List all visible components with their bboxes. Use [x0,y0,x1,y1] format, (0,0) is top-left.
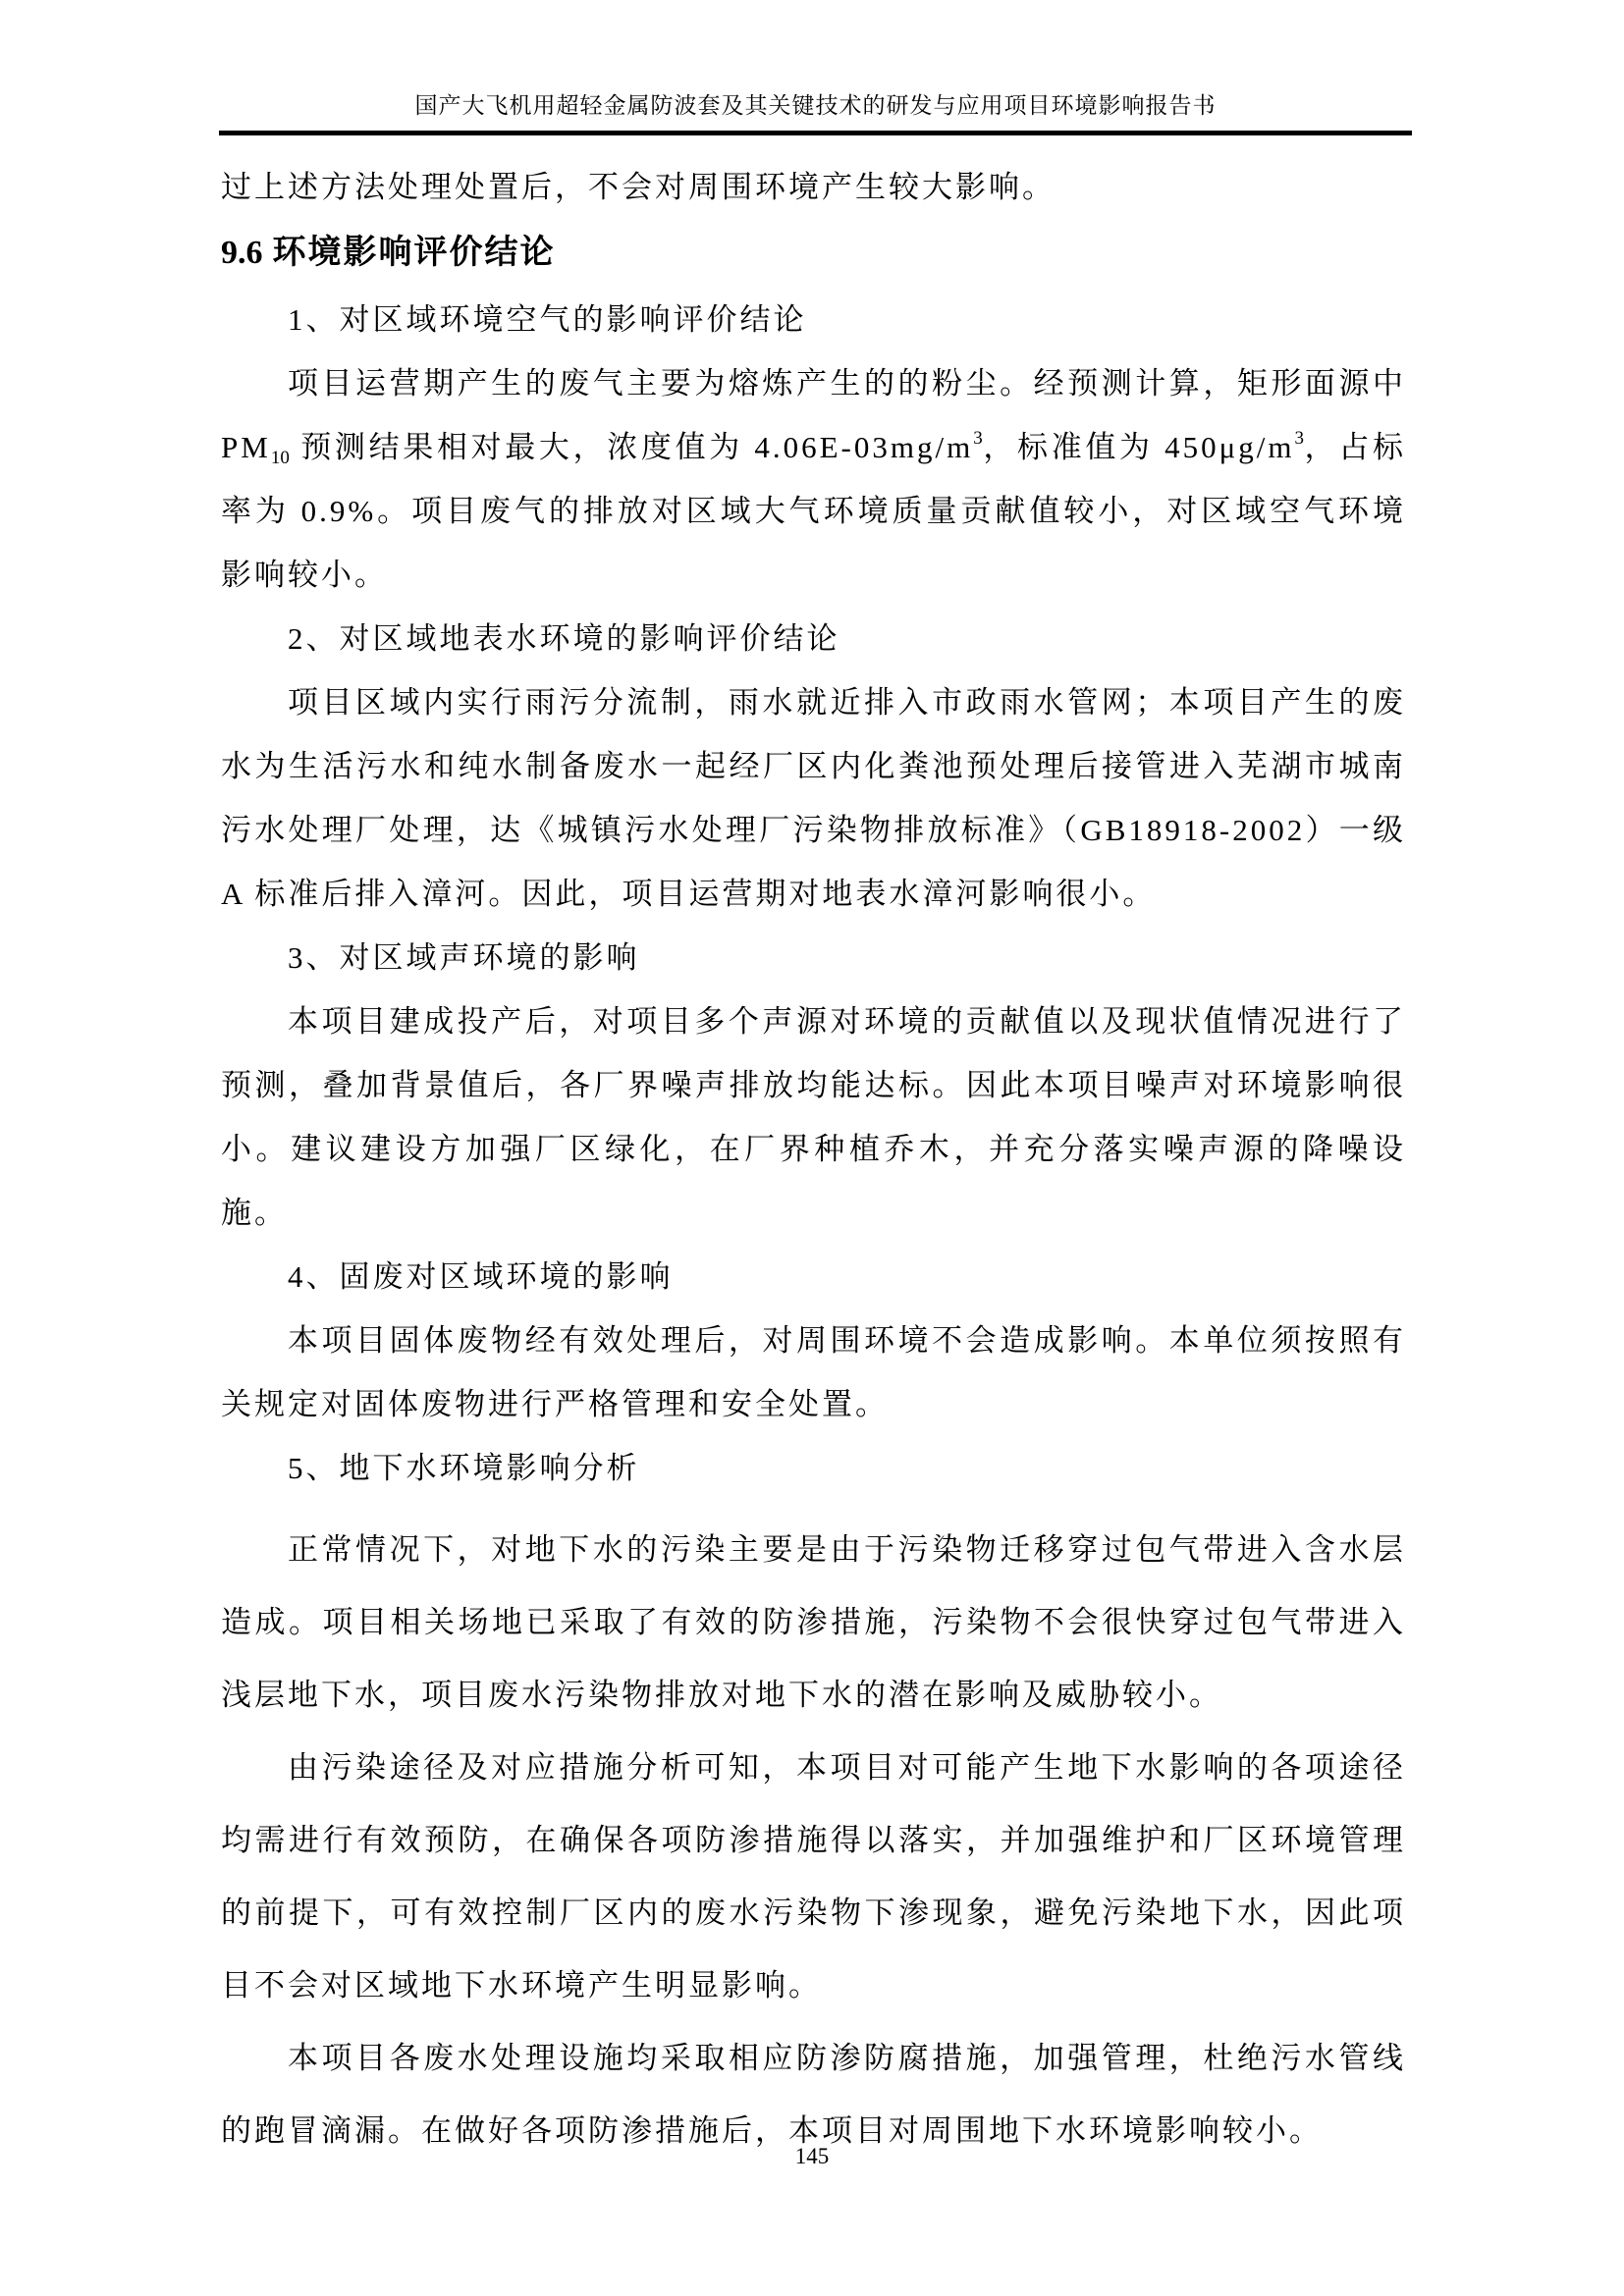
groundwater-paragraph-1: 正常情况下，对地下水的污染主要是由于污染物迁移穿过包气带进入含水层造成。项目相关场地已采取了有效的防渗措施，污染物不会很快穿过包气带进入浅层地下水，项目废水污染物排放对地下水的潜在影响及威胁较小。 [221,1532,1406,1712]
air-impact-text-2: 预测结果相对最大，浓度值为 4.06E-03mg/m [289,430,974,464]
conclusion-item-5-heading: 5、地下水环境影响分析 [288,1451,640,1485]
conclusion-item-2-heading: 2、对区域地表水环境的影响评价结论 [288,621,840,656]
air-impact-text-1: 项目运营期产生的废气主要为熔炼产生的的粉尘。经预测计算，矩形面源中PM [221,366,1406,464]
page-number: 145 [794,2144,830,2168]
conclusion-item-4-heading: 4、固废对区域环境的影响 [288,1259,674,1294]
pm10-subscript: 10 [270,448,290,468]
ug-per-m3-superscript: 3 [1294,428,1304,449]
intro-continuation-paragraph: 过上述方法处理处置后，不会对周围环境产生较大影响。 [221,170,1056,204]
conclusion-item-1-heading: 1、对区域环境空气的影响评价结论 [288,302,807,337]
page-header [219,0,1412,135]
section-title: 环境影响评价结论 [272,235,556,271]
page-footer [0,2142,1624,2171]
air-impact-text-3: ，标准值为 450μg/m [982,430,1295,464]
groundwater-paragraph-2: 由污染途径及对应措施分析可知，本项目对可能产生地下水影响的各项途径均需进行有效预防，在确保各项防渗措施得以落实，并加强维护和厂区环境管理的前提下，可有效控制厂区内的废水污染物下渗现象，避免污染地下水，因此项目不会对区域地下水环境产生明显影响。 [221,1750,1406,2002]
page-content [221,155,1406,2167]
air-impact-text-4: ，占标率为 0.9%。项目废气的排放对区域大气环境质量贡献值较小，对区域空气环境影响较小。 [221,430,1406,592]
section-number: 9.6 [221,235,263,271]
header-divider-rule [219,131,1412,135]
solid-waste-paragraph: 本项目固体废物经有效处理后，对周围环境不会造成影响。本单位须按照有关规定对固体废物进行严格管理和安全处置。 [221,1323,1406,1421]
conclusion-item-3-heading: 3、对区域声环境的影响 [288,940,640,975]
groundwater-paragraph-3: 本项目各废水处理设施均采取相应防渗防腐措施，加强管理，杜绝污水管线的跑冒滴漏。在做好各项防渗措施后，本项目对周围地下水环境影响较小。 [221,2041,1406,2148]
section-heading [221,219,1406,288]
mg-per-m3-superscript: 3 [973,428,983,449]
report-title: 国产大飞机用超轻金属防波套及其关键技术的研发与应用项目环境影响报告书 [414,93,1217,118]
air-impact-paragraph [221,351,1406,607]
noise-impact-paragraph: 本项目建成投产后，对项目多个声源对环境的贡献值以及现状值情况进行了预测，叠加背景值后，各厂界噪声排放均能达标。因此本项目噪声对环境影响很小。建议建设方加强厂区绿化，在厂界种植乔木，并充分落实噪声源的降噪设施。 [221,1004,1406,1230]
surface-water-paragraph: 项目区域内实行雨污分流制，雨水就近排入市政雨水管网；本项目产生的废水为生活污水和纯水制备废水一起经厂区内化粪池预处理后接管进入芜湖市城南污水处理厂处理，达《城镇污水处理厂污染物排放标准》（GB18918-2002）一级 A 标准后排入漳河。因此，项目运营期对地表水漳河影响很小。 [221,685,1406,911]
